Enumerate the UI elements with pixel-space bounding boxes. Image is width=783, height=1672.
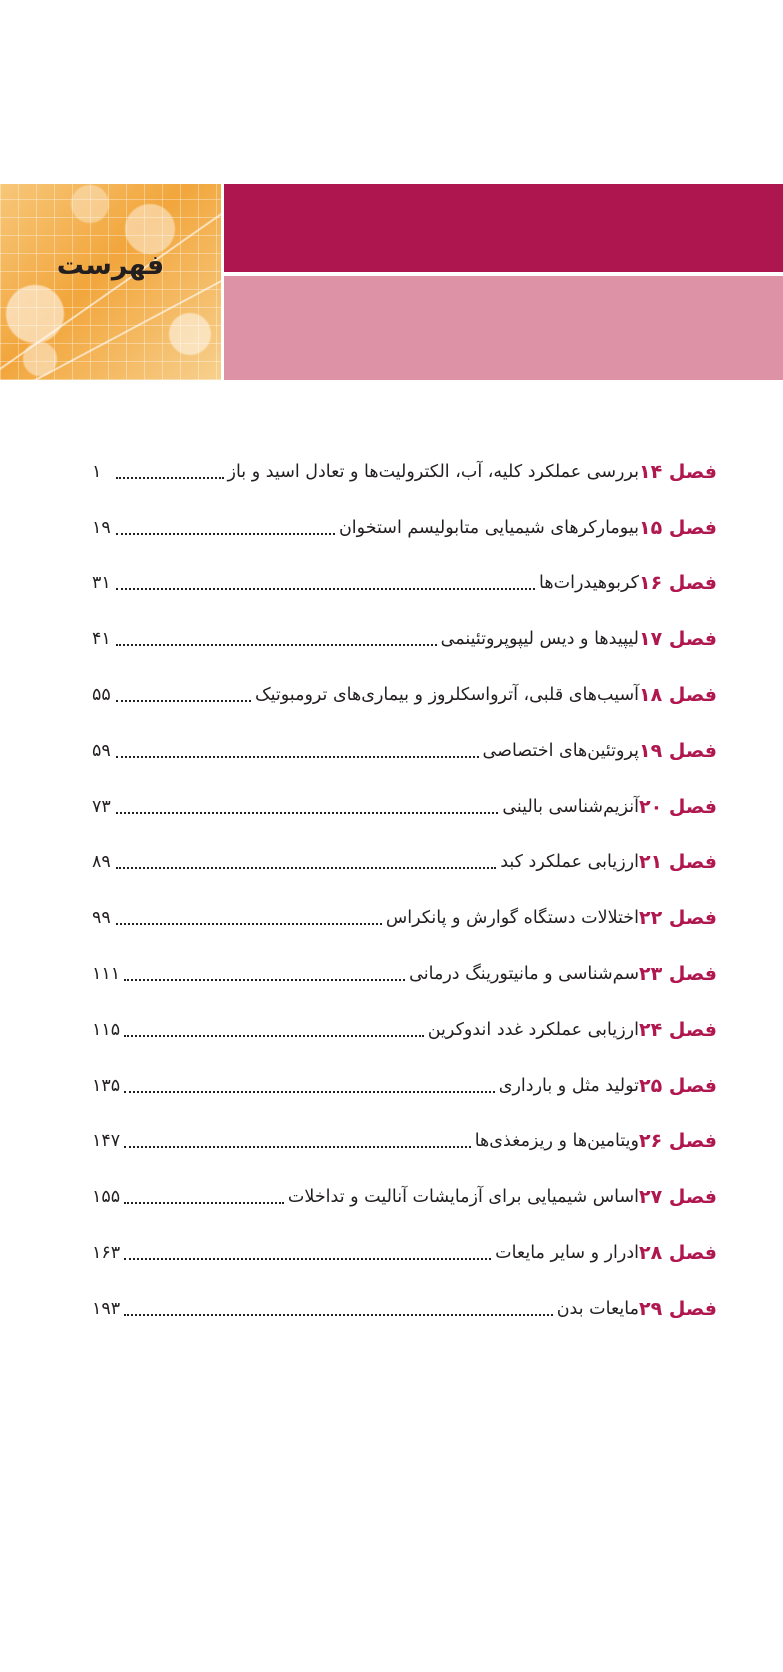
toc-chapter-number: فصل ۲۸ — [639, 1242, 717, 1265]
header-band-dark — [224, 184, 783, 272]
toc-entry[interactable] — [92, 667, 717, 723]
toc-chapter-title: ارزیابی عملکرد کبد — [500, 852, 639, 873]
toc-entry[interactable] — [92, 779, 717, 835]
toc-page-number: ۱۹۳ — [92, 1298, 121, 1319]
toc-chapter-title: کربوهیدرات‌ها — [539, 573, 639, 594]
toc-dot-leader — [116, 477, 224, 479]
toc-dot-leader — [124, 1314, 553, 1316]
toc-chapter-number: فصل ۱۴ — [639, 460, 717, 483]
table-of-contents — [92, 444, 717, 1337]
toc-page-number: ۱۴۷ — [92, 1131, 121, 1152]
toc-entry[interactable] — [92, 890, 717, 946]
toc-page-number: ۷۳ — [92, 796, 111, 817]
toc-chapter-title: ویتامین‌ها و ریزمغذی‌ها — [474, 1131, 639, 1152]
toc-chapter-number: فصل ۲۵ — [639, 1074, 717, 1097]
toc-dot-leader — [116, 756, 479, 758]
toc-page-number: ۱ — [92, 461, 102, 482]
toc-page-number: ۱۶۳ — [92, 1243, 121, 1264]
toc-chapter-number: فصل ۲۰ — [639, 795, 717, 818]
toc-chapter-number: فصل ۲۱ — [639, 851, 717, 874]
toc-chapter-number: فصل ۲۷ — [639, 1186, 717, 1209]
toc-entry[interactable] — [92, 723, 717, 779]
toc-dot-leader — [116, 923, 382, 925]
toc-entry[interactable] — [92, 1002, 717, 1058]
toc-entry[interactable] — [92, 1225, 717, 1281]
toc-entry[interactable] — [92, 835, 717, 891]
toc-entry[interactable] — [92, 1169, 717, 1225]
toc-chapter-title: بیومارکرهای شیمیایی متابولیسم استخوان — [338, 517, 639, 538]
toc-entry[interactable] — [92, 500, 717, 556]
toc-dot-leader — [116, 700, 251, 702]
toc-chapter-number: فصل ۲۹ — [639, 1297, 717, 1320]
decorative-streak — [0, 192, 221, 377]
toc-entry[interactable] — [92, 1281, 717, 1337]
toc-entry[interactable] — [92, 556, 717, 612]
header-band-light — [224, 276, 783, 380]
toc-dot-leader — [124, 1035, 424, 1037]
toc-page-number: ۵۹ — [92, 740, 111, 761]
toc-chapter-title: ارزیابی عملکرد غدد اندوکرین — [427, 1019, 639, 1040]
toc-dot-leader — [116, 644, 437, 646]
toc-dot-leader — [116, 533, 335, 535]
toc-dot-leader — [124, 1146, 471, 1148]
toc-page-number: ۱۵۵ — [92, 1187, 121, 1208]
toc-dot-leader — [116, 812, 498, 814]
toc-chapter-title: بررسی عملکرد کلیه، آب، الکترولیت‌ها و تعادل اسید و باز — [227, 461, 639, 482]
toc-entry[interactable] — [92, 1058, 717, 1114]
toc-chapter-number: فصل ۲۴ — [639, 1018, 717, 1041]
toc-dot-leader — [124, 1091, 495, 1093]
toc-chapter-title: اساس شیمیایی برای آزمایشات آنالیت و تداخلات — [287, 1187, 639, 1208]
toc-page-number: ۸۹ — [92, 852, 111, 873]
toc-chapter-title: پروتئین‌های اختصاصی — [482, 740, 639, 761]
toc-chapter-number: فصل ۱۹ — [639, 739, 717, 762]
header-decorative-image — [0, 184, 221, 380]
toc-chapter-number: فصل ۲۳ — [639, 963, 717, 986]
toc-chapter-title: مایعات بدن — [556, 1298, 639, 1319]
toc-dot-leader — [124, 979, 405, 981]
toc-dot-leader — [124, 1202, 284, 1204]
toc-chapter-title: اختلالات دستگاه گوارش و پانکراس — [385, 908, 639, 929]
toc-page-number: ۱۹ — [92, 517, 111, 538]
toc-chapter-number: فصل ۲۲ — [639, 907, 717, 930]
toc-page-number: ۹۹ — [92, 908, 111, 929]
toc-page-number: ۴۱ — [92, 629, 111, 650]
toc-chapter-title: آسیب‌های قلبی، آترواسکلروز و بیماری‌های ترومبوتیک — [254, 685, 639, 706]
toc-chapter-number: فصل ۱۶ — [639, 572, 717, 595]
toc-page-number: ۳۱ — [92, 573, 111, 594]
toc-entry[interactable] — [92, 1114, 717, 1170]
toc-page-number: ۱۳۵ — [92, 1075, 121, 1096]
toc-chapter-number: فصل ۱۷ — [639, 628, 717, 651]
page-title: فهرست — [56, 250, 165, 281]
toc-page-number: ۵۵ — [92, 685, 111, 706]
toc-dot-leader — [116, 867, 496, 869]
toc-dot-leader — [124, 1258, 491, 1260]
toc-chapter-title: تولید مثل و بارداری — [498, 1075, 639, 1096]
toc-chapter-title: سم‌شناسی و مانیتورینگ درمانی — [409, 964, 639, 985]
toc-chapter-number: فصل ۱۵ — [639, 516, 717, 539]
toc-page-number: ۱۱۱ — [92, 964, 121, 985]
toc-chapter-title: ادرار و سایر مایعات — [495, 1243, 639, 1264]
toc-entry[interactable] — [92, 611, 717, 667]
toc-dot-leader — [116, 588, 535, 590]
toc-chapter-title: لیپیدها و دیس لیپوپروتئینمی — [440, 629, 639, 650]
toc-chapter-title: آنزیم‌شناسی بالینی — [502, 796, 639, 817]
toc-chapter-number: فصل ۲۶ — [639, 1130, 717, 1153]
toc-entry[interactable] — [92, 444, 717, 500]
toc-page-number: ۱۱۵ — [92, 1019, 121, 1040]
toc-chapter-number: فصل ۱۸ — [639, 684, 717, 707]
toc-entry[interactable] — [92, 946, 717, 1002]
